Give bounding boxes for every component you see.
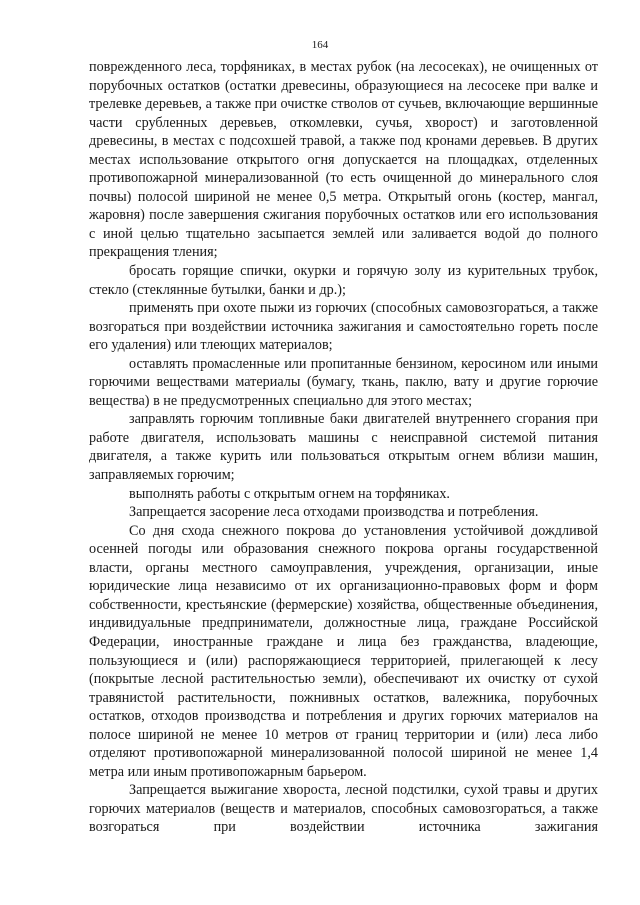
paragraph-oily-materials: оставлять промасленные или пропитанные бензином, керосином или иными горючими веществами материалы (бумагу, ткань, паклю, вату и другие горючие вещества) в не предусмотренных специально для этого местах; — [89, 355, 598, 409]
document-body — [89, 58, 598, 837]
paragraph-refueling: заправлять горючим топливные баки двигателей внутреннего сгорания при работе двигателя, использовать машины с неисправной системой питания двигателя, а также курить или пользоваться открытым огнем вблизи машин, заправляемых горючим; — [89, 411, 598, 484]
page-number: 164 — [311, 39, 329, 51]
paragraph-continuation: поврежденного леса, торфяниках, в местах рубок (на лесосеках), не очищенных от порубочных остатков (остатки древесины, образующиеся на лесосеке при валке и трелевке деревьев, а также при очистке стволов от сучьев, включающие вершинные части срубленных деревьев, откомлевки, сучья, хворост) и заготовленной древесины, в местах с подсохшей травой, а также под кронами деревьев. В других местах использование открытого огня допускается на площадках, отделенных противопожарной минерализованной (то есть очищенной до минерального слоя почвы) полосой шириной не менее 0,5 метра. Открытый огонь (костер, мангал, жаровня) после завершения сжигания порубочных остатков или его использования с иной целью тщательно засыпается землей или заливается водой до полного прекращения тления; — [89, 59, 598, 261]
paragraph-cleanup-duty: Со дня схода снежного покрова до установления устойчивой дождливой осенней погоды или образования снежного покрова органы государственной власти, органы местного самоуправления, учреждения, организации, иные юридические лица независимо от их организационно-правовых форм и форм собственности, крестьянские (фермерские) хозяйства, общественные объединения, индивидуальные предприниматели, должностные лица, граждане Российской Федерации, иностранные граждане и лица без гражданства, владеющие, пользующиеся и (или) распоряжающиеся территорией, прилегающей к лесу (покрытые лесной растительностью земли), обеспечивают их очистку от сухой травянистой растительности, пожнивных остатков, валежника, порубочных остатков, отходов производства и потребления и других горючих материалов на полосе шириной не менее 10 метров от границ территории и (или) леса либо отделяют противопожарной минерализованной полосой шириной не менее 1,4 метра или иным противопожарным барьером. — [89, 522, 598, 780]
paragraph-burning-ban: Запрещается выжигание хвороста, лесной подстилки, сухой травы и других горючих материалов (веществ и материалов, способных самовозгораться, а также возгораться при воздействии источника зажигания — [89, 782, 598, 836]
paragraph-matches: бросать горящие спички, окурки и горячую золу из курительных трубок, стекло (стеклянные бутылки, банки и др.); — [89, 263, 598, 298]
paragraph-wads: применять при охоте пыжи из горючих (способных самовозгораться, а также возгораться при воздействии источника зажигания и самостоятельно гореть после его удаления) или тлеющих материалов; — [89, 300, 598, 354]
paragraph-littering: Запрещается засорение леса отходами производства и потребления. — [129, 504, 539, 521]
paragraph-peatlands: выполнять работы с открытым огнем на торфяниках. — [129, 485, 450, 502]
